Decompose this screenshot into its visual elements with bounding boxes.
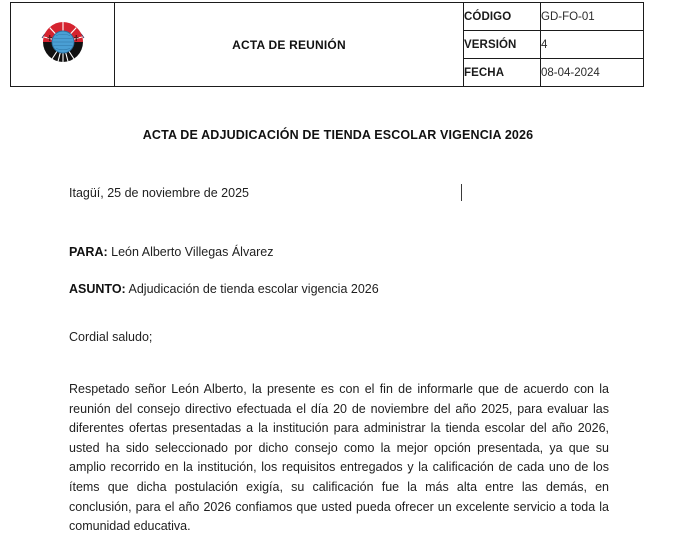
- document-title: ACTA DE ADJUDICACIÓN DE TIENDA ESCOLAR VIGENCIA 2026: [142, 128, 534, 142]
- document-header-table: [10, 2, 644, 87]
- meta-value-fecha: 08-04-2024: [541, 59, 644, 87]
- spacer: [69, 344, 609, 380]
- spacer: [69, 200, 609, 245]
- field-asunto: [69, 282, 609, 296]
- field-asunto-value: Adjudicación de tienda escolar vigencia 2026: [128, 282, 379, 296]
- field-para: [69, 245, 609, 259]
- logo-cell: [11, 3, 115, 87]
- body-paragraph: Respetado señor León Alberto, la presente es con el fin de informarle que de acuerdo con la reunión del consejo directivo efectuada el día 20 de noviembre del año 2025, para evaluar las diferentes ofertas presentadas a la institución para administrar la tienda escolar del año 2026, usted ha sido seleccionado por dicho consejo como la mejor opción presentada, ya que su amplio recorrido en la institución, los requisitos entregados y la calificación de cada uno de los ítems que dicha postulación exigía, su calificación fue la más alta entre las demás, en conclusión, para el año 2026 confiamos que usted pueda ofrecer un excelente servicio a toda la comunidad educativa.: [69, 382, 609, 534]
- meta-key-codigo: CÓDIGO: [464, 3, 541, 31]
- meta-value-version: 4: [541, 31, 644, 59]
- field-para-label: PARA:: [69, 245, 108, 259]
- spacer: [69, 259, 609, 282]
- document-type-cell: [115, 3, 464, 87]
- institution-emblem-icon: [32, 11, 94, 73]
- spacer: [69, 296, 609, 330]
- text-caret: [461, 184, 462, 201]
- header-row-codigo: [11, 3, 644, 31]
- place-and-date: Itagüí, 25 de noviembre de 2025: [69, 186, 249, 200]
- meta-key-version: VERSIÓN: [464, 31, 541, 59]
- greeting-line: Cordial saludo;: [69, 330, 153, 344]
- document-body: [69, 186, 609, 537]
- meta-key-fecha: FECHA: [464, 59, 541, 87]
- document-type-label: ACTA DE REUNIÓN: [232, 37, 346, 52]
- field-asunto-label: ASUNTO:: [69, 282, 126, 296]
- field-para-value: León Alberto Villegas Álvarez: [111, 245, 274, 259]
- meta-value-codigo: GD-FO-01: [541, 3, 644, 31]
